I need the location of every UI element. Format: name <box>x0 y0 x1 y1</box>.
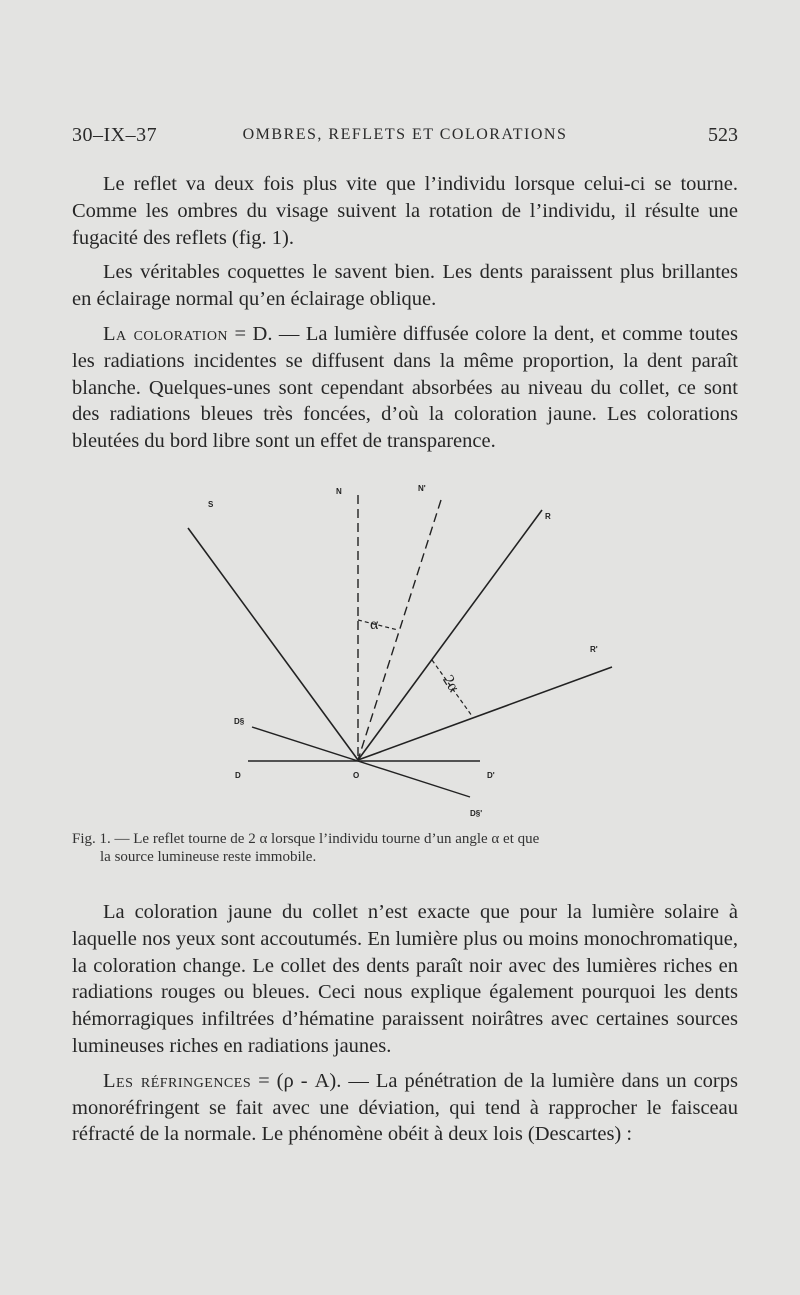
label-s: S <box>208 500 214 509</box>
caption-line-1: Fig. 1. — Le reflet tourne de 2 α lorsque l’individu tourne d’un angle α et que <box>72 831 540 847</box>
page-number: 523 <box>708 124 738 146</box>
refringences-body: La pénétration de la lumière dans un corps monoréfringent se fait avec une déviation, qui tend à rapprocher le faisceau réfracté de la normale. Le phénomène obéit à deux lois (Descartes) : <box>72 1069 738 1146</box>
surface-ds-line <box>252 727 470 797</box>
paragraph-collet: La coloration jaune du collet n’est exacte que pour la lumière solaire à laquelle nos yeux sont accoutumés. En lumière plus ou moins monochromatique, la coloration change. Le collet des dents paraît noir avec des lumières riches en radiations rouges ou bleues. Ceci nous explique également pourquoi les dents hémorragiques infiltrées d’hématine paraissent noirâtres avec certaines sources lumineuses riches en radiations jaunes. <box>72 901 738 1057</box>
label-d-prime: D' <box>487 771 495 780</box>
text-block-bottom <box>72 899 738 1156</box>
label-n-prime: N' <box>418 484 426 493</box>
incident-ray-s <box>188 528 358 760</box>
coloration-body: La lumière diffusée colore la dent, et comme toutes les radiations incidentes se diffusent dans la même proportion, la dent paraît blanche. Quelques-unes sont cependant absorbées au niveau du collet, ce sont des radiations bleues très foncées, d’où la coloration jaune. Les colorations bleutées du bord libre sont un effet de transparence. <box>72 322 739 453</box>
running-title: OMBRES, REFLETS ET COLORATIONS <box>242 126 568 143</box>
chapter-date: 30–IX–37 <box>72 124 158 146</box>
reflection-diagram <box>180 480 620 820</box>
paragraph-coquettes: Les véritables coquettes le savent bien. Les dents paraissent plus brillantes en éclairage normal qu’en éclairage oblique. <box>72 261 738 311</box>
running-head <box>72 124 738 154</box>
coloration-heading: La coloration <box>103 322 229 345</box>
paragraph-reflet: Le reflet va deux fois plus vite que l’individu lorsque celui-ci se tourne. Comme les ombres du visage suivent la rotation de l’individu, il résulte une fugacité des reflets (fig. 1). <box>72 173 738 249</box>
label-ds: D§ <box>234 717 245 726</box>
label-r: R <box>545 512 551 521</box>
label-two-alpha: 2α <box>439 672 463 696</box>
reflected-ray-r-prime <box>358 667 612 760</box>
coloration-formula: = D. — <box>228 322 306 345</box>
refringences-heading: Les réfringences <box>103 1069 252 1092</box>
text-block-top <box>72 171 738 463</box>
label-n: N <box>336 487 342 496</box>
label-o: O <box>353 771 360 780</box>
reflected-ray-r <box>358 510 542 760</box>
figure-reflection-diagram <box>180 480 620 820</box>
label-r-prime: R' <box>590 645 598 654</box>
paragraph-refringences <box>72 1068 738 1148</box>
caption-line-2: la source lumineuse reste immobile. <box>100 848 317 865</box>
label-alpha: α <box>370 616 379 633</box>
paragraph-coloration <box>72 321 738 455</box>
label-d: D <box>235 771 241 780</box>
figure-caption <box>72 831 752 866</box>
label-ds-prime: D§' <box>470 809 483 818</box>
refringences-formula: = (ρ - A). — <box>251 1069 376 1092</box>
